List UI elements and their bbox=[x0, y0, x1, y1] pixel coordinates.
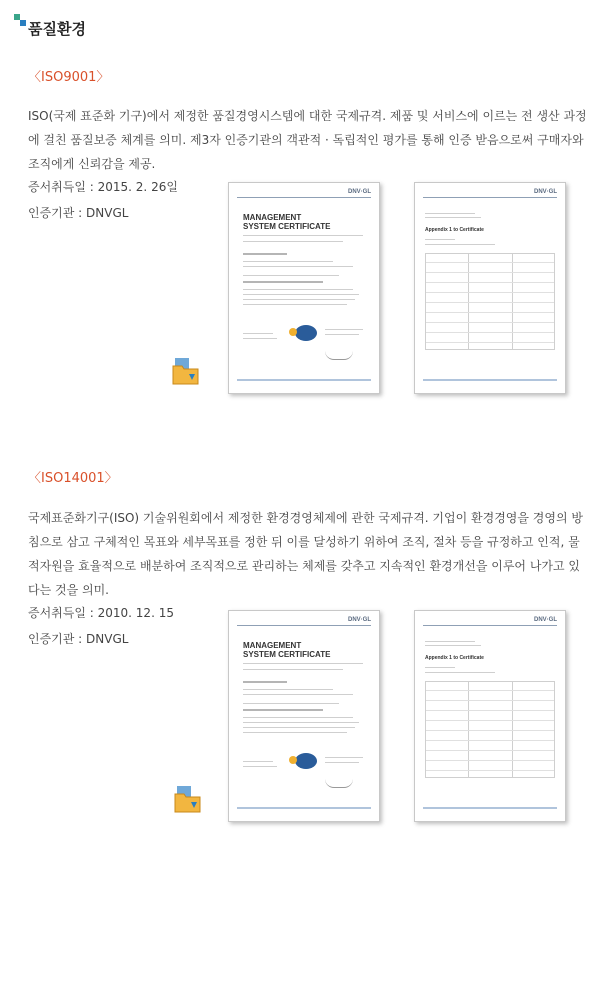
section-body-iso9001: ISO(국제 표준화 기구)에서 제정한 품질경영시스템에 대한 국제규격. 제품 및 서비스에 이르는 전 생산 과정에 걸친 품질보증 체계를 의미. 제3자 인증기관의 객관적 · 독립적인 평가를 통해 인증 받음으로써 구매자와 조직에게 신뢰감을 제공. bbox=[28, 109, 587, 171]
section-heading-iso14001: 〈ISO14001〉 bbox=[28, 471, 118, 486]
cert-brand: DNV·GL bbox=[348, 189, 371, 195]
cert-agency-iso9001: 인증기관 : DNVGL bbox=[28, 206, 129, 220]
download-folder-icon[interactable] bbox=[172, 356, 200, 386]
appendix-table bbox=[425, 681, 555, 778]
iaf-logo-icon bbox=[295, 325, 317, 341]
download-folder-icon[interactable] bbox=[174, 784, 202, 814]
signature-icon bbox=[325, 779, 353, 788]
cert-title: MANAGEMENT SYSTEM CERTIFICATE bbox=[243, 213, 331, 231]
cert-title: MANAGEMENT SYSTEM CERTIFICATE bbox=[243, 641, 331, 659]
appendix-table bbox=[425, 253, 555, 350]
section-heading-iso9001: 〈ISO9001〉 bbox=[28, 70, 110, 85]
certificate-appendix-image-iso9001[interactable] bbox=[414, 182, 566, 394]
certificate-image-iso9001[interactable] bbox=[228, 182, 380, 394]
signature-icon bbox=[325, 351, 353, 360]
certificate-image-iso14001[interactable] bbox=[228, 610, 380, 822]
cert-brand: DNV·GL bbox=[534, 189, 557, 195]
cert-brand: DNV·GL bbox=[534, 617, 557, 623]
page-title: 품질환경 bbox=[28, 20, 86, 38]
appendix-title: Appendix 1 to Certificate bbox=[425, 227, 484, 233]
cert-brand: DNV·GL bbox=[348, 617, 371, 623]
cert-date-iso14001: 증서취득일 : 2010. 12. 15 bbox=[28, 606, 174, 620]
title-bullet-icon bbox=[14, 14, 26, 28]
section-body-iso14001: 국제표준화기구(ISO) 기술위원회에서 제정한 환경경영체제에 관한 국제규격. 기업이 환경경영을 경영의 방침으로 삼고 구체적인 목표와 세부목표를 정한 뒤 이를 달성하기 위하여 조직, 절차 등을 규정하고 인적, 물적자원을 효율적으로 배분하여 조직적으로 관리하는 체제를 갖추고 지속적인 환경개선을 이루어 나가고 있다는 것을 의미. bbox=[28, 511, 583, 597]
appendix-title: Appendix 1 to Certificate bbox=[425, 655, 484, 661]
certificate-appendix-image-iso14001[interactable] bbox=[414, 610, 566, 822]
iaf-logo-icon bbox=[295, 753, 317, 769]
cert-agency-iso14001: 인증기관 : DNVGL bbox=[28, 632, 129, 646]
cert-date-iso9001: 증서취득일 : 2015. 2. 26일 bbox=[28, 180, 178, 194]
